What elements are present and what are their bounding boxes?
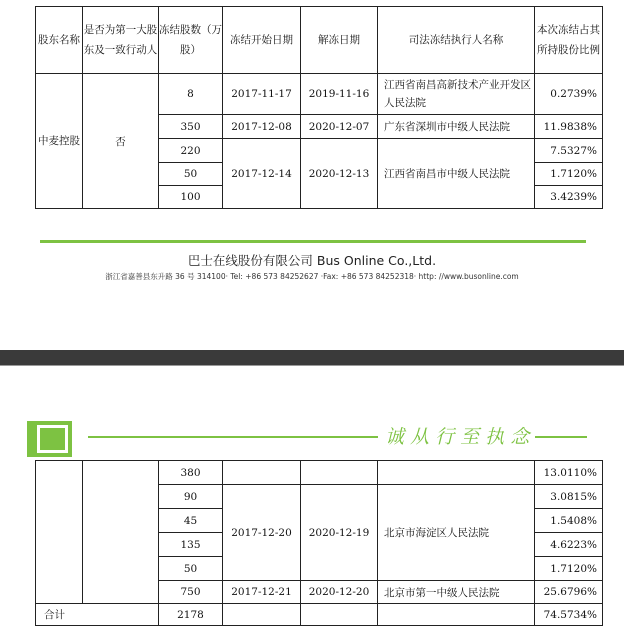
header-court: 司法冻结执行人名称 xyxy=(378,7,535,74)
cell-court: 北京市第一中级人民法院 xyxy=(378,581,535,604)
cell-court: 广东省深圳市中级人民法院 xyxy=(378,115,535,139)
total-shares: 2178 xyxy=(159,604,223,626)
cell-shares: 380 xyxy=(159,461,223,485)
header-green-rule-left xyxy=(88,436,378,438)
cell-start: 2017-12-20 xyxy=(223,485,301,581)
cell-court xyxy=(378,461,535,485)
cell-shares: 220 xyxy=(159,139,223,163)
cell-shares: 90 xyxy=(159,485,223,509)
cell-shares: 45 xyxy=(159,509,223,533)
cell-start: 2017-12-21 xyxy=(223,581,301,604)
page-divider xyxy=(0,350,624,365)
cell-pct: 25.6796% xyxy=(535,581,603,604)
cell-shares: 100 xyxy=(159,186,223,209)
first-major-value: 否 xyxy=(83,74,159,209)
shareholder-name-continued xyxy=(36,461,83,604)
cell-end: 2019-11-16 xyxy=(301,74,378,115)
cell-court: 江西省南昌高新技术产业开发区人民法院 xyxy=(378,74,535,115)
cell-pct: 3.0815% xyxy=(535,485,603,509)
cell-end xyxy=(301,461,378,485)
header-first-major: 是否为第一大股东及一致行动人 xyxy=(83,7,159,74)
page-divider-shadow xyxy=(0,365,624,366)
first-major-continued xyxy=(83,461,159,604)
footer-address: 浙江省嘉善县东升路 36 号 314100· Tel: +86 573 84252627 ·Fax: +86 573 84252318· http: //www.busonline.com xyxy=(105,272,519,281)
footer-green-rule xyxy=(40,240,586,243)
cell-start: 2017-12-08 xyxy=(223,115,301,139)
total-pct: 74.5734% xyxy=(535,604,603,626)
cell-end: 2020-12-20 xyxy=(301,581,378,604)
cell-court: 北京市海淀区人民法院 xyxy=(378,485,535,581)
cell-pct: 4.6223% xyxy=(535,533,603,557)
total-label: 合计 xyxy=(36,604,159,626)
header-slogan: 诚 从 行 至 执 念 xyxy=(385,426,530,448)
total-empty-end xyxy=(301,604,378,626)
cell-pct: 7.5327% xyxy=(535,139,603,163)
cell-pct: 3.4239% xyxy=(535,186,603,209)
cell-shares: 750 xyxy=(159,581,223,604)
total-empty-start xyxy=(223,604,301,626)
cell-shares: 350 xyxy=(159,115,223,139)
header-pct: 本次冻结占其所持股份比例 xyxy=(535,7,603,74)
cell-pct: 0.2739% xyxy=(535,74,603,115)
cell-shares: 50 xyxy=(159,557,223,581)
header-freeze-start: 冻结开始日期 xyxy=(223,7,301,74)
header-unfreeze-date: 解冻日期 xyxy=(301,7,378,74)
cell-start: 2017-12-14 xyxy=(223,139,301,209)
freeze-table-page2 xyxy=(35,460,603,626)
footer-company-name: 巴士在线股份有限公司 Bus Online Co.,Ltd. xyxy=(187,253,437,268)
cell-pct: 11.9838% xyxy=(535,115,603,139)
shareholder-name: 中麦控股 xyxy=(36,74,83,209)
cell-end: 2020-12-13 xyxy=(301,139,378,209)
cell-shares: 135 xyxy=(159,533,223,557)
cell-end: 2020-12-07 xyxy=(301,115,378,139)
cell-pct: 13.0110% xyxy=(535,461,603,485)
header-shareholder-name: 股东名称 xyxy=(36,7,83,74)
cell-court: 江西省南昌市中级人民法院 xyxy=(378,139,535,209)
cell-start xyxy=(223,461,301,485)
cell-shares: 8 xyxy=(159,74,223,115)
cell-end: 2020-12-19 xyxy=(301,485,378,581)
cell-start: 2017-11-17 xyxy=(223,74,301,115)
cell-shares: 50 xyxy=(159,163,223,186)
header-green-rule-right xyxy=(535,436,587,438)
total-empty-court xyxy=(378,604,535,626)
freeze-table-page1 xyxy=(35,6,603,209)
header-frozen-shares: 冻结股数（万股） xyxy=(159,7,223,74)
cell-pct: 1.7120% xyxy=(535,557,603,581)
logo-icon xyxy=(37,425,68,453)
cell-pct: 1.7120% xyxy=(535,163,603,186)
cell-pct: 1.5408% xyxy=(535,509,603,533)
